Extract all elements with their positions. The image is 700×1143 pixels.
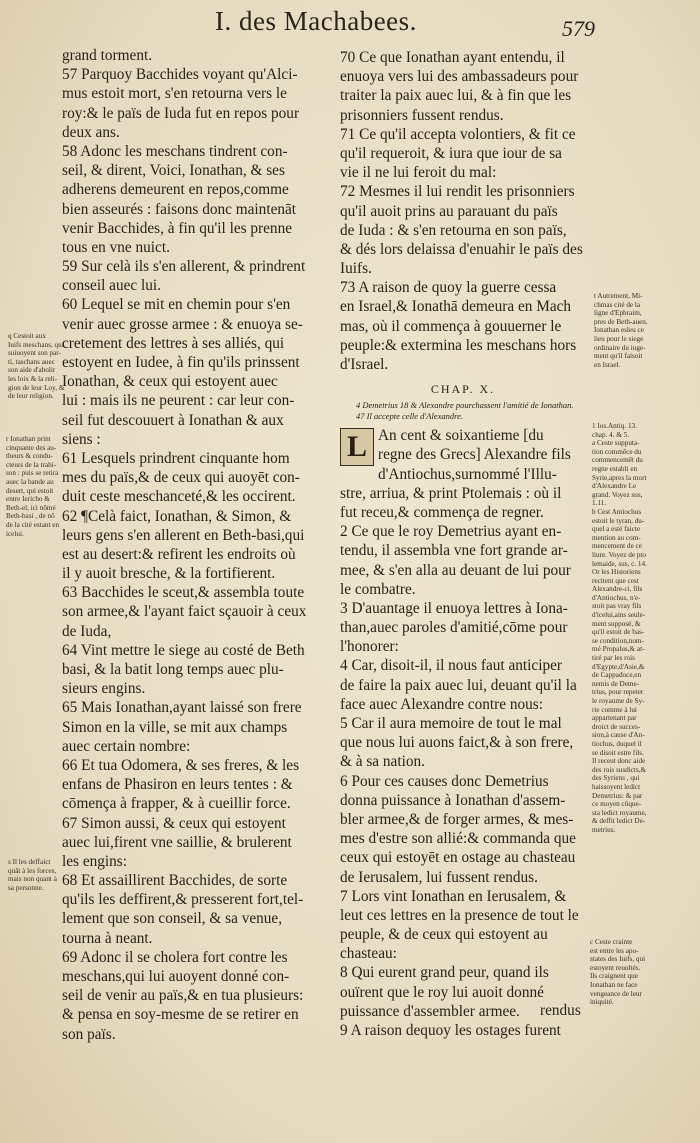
catchword: rendus: [540, 1002, 581, 1019]
margin-note-line: Ionathan ne face: [590, 980, 638, 989]
margin-note-line: ligne d'Ephraim,: [594, 309, 642, 318]
text-line: 58 Adonc les meschans tindrent con-: [62, 142, 288, 160]
margin-note-line: tiochus, duquel il: [592, 739, 642, 748]
margin-note-line: Beth-basi , de nō: [6, 512, 55, 521]
text-line: 7 Lors vint Ionathan en Ierusalem, &: [340, 887, 567, 905]
text-line: 73 A raison de quoy la guerre cessa: [340, 279, 557, 297]
margin-note-line: haissoyent ledict: [592, 782, 641, 791]
text-line: 6 Pour ces causes donc Demetrius: [340, 772, 549, 790]
margin-note-line: t Autrement, Mi-: [594, 292, 643, 300]
margin-note-left-2: [6, 435, 63, 538]
margin-note-line: recitent que cest: [592, 576, 639, 585]
margin-note-line: trius, pour repeter: [592, 688, 644, 697]
text-line: 61 Lesquels prindrent cinquante hom: [62, 449, 290, 467]
text-line: lui : mais ils ne peurent : car leur con-: [62, 392, 295, 410]
text-line: deux ans.: [62, 123, 120, 141]
margin-note-line: suiuoyent son par-: [8, 349, 61, 358]
margin-note-line: icelui.: [6, 529, 24, 538]
margin-note-line: les loix & la reli-: [8, 374, 58, 383]
text-line: regne des Grecs] Alexandre fils: [378, 446, 571, 464]
margin-note-line: gion de leur Loy, &: [8, 383, 65, 392]
text-line: venir Bacchides, à fin qu'il les prenne: [62, 219, 293, 237]
text-line: de Ierusalem, lui fussent rendus.: [340, 868, 538, 886]
margin-note-line: d'icelui,ains seule-: [592, 611, 646, 620]
margin-note-line: quāt à les forces,: [8, 866, 57, 875]
text-line: basi, & la batit long temps auec plu-: [62, 661, 284, 678]
text-line: enfans de Phasiron en leurs tentes : &: [62, 776, 293, 794]
margin-note-line: b Cest Antiochus: [592, 507, 642, 516]
margin-note-line: des rois susdicts,&: [592, 765, 647, 774]
margin-note-line: entre Iericho &: [6, 495, 50, 504]
margin-note-line: sta ledict royaume,: [592, 808, 647, 817]
margin-note-line: Ils craignent que: [590, 972, 638, 981]
text-line: leut ces lettres en la presence de tout le: [340, 906, 579, 924]
page-header: [0, 6, 700, 40]
margin-note-line: Ionathan esleu ce: [594, 326, 644, 335]
text-line: venir auec grosse armee : & enuoya se-: [62, 315, 303, 333]
margin-note-line: & deffit ledict De-: [592, 817, 646, 826]
margin-note-line: sion,à cause d'An-: [592, 731, 645, 740]
text-line: & à sa nation.: [340, 753, 425, 771]
margin-note-line: d'Alexandre Le: [592, 482, 637, 491]
page-number: 579: [562, 16, 595, 41]
text-line: 71 Ce qu'il accepta volontiers, & fit ce: [340, 125, 576, 143]
text-line: de Iuda : & s'en retourna en son païs,: [340, 221, 567, 239]
margin-note-line: de leur religion.: [8, 392, 54, 401]
margin-note-line: le royaume de Sy-: [592, 697, 645, 705]
margin-note-line: chap. 4. & 5.: [592, 430, 630, 439]
margin-note-line: estoyent reuoltés.: [590, 963, 641, 972]
margin-note-line: ti, taschans auec: [8, 357, 55, 366]
margin-note-line: vengeance de leur: [590, 989, 642, 998]
margin-note-line: Il receut donc aide: [592, 757, 646, 766]
margin-note-line: estoit le tyran, du-: [592, 516, 645, 525]
margin-note-line: Alexandre-ci, fils: [592, 585, 643, 594]
text-line: 60 Lequel se mit en chemin pour s'en: [62, 296, 291, 314]
margin-note-line: mention au com-: [592, 533, 641, 542]
text-line: d'Israel.: [340, 356, 389, 373]
margin-note-line: tiré par les rois: [592, 654, 635, 663]
margin-note-line: se condition,nom-: [592, 636, 644, 645]
text-line: de faire la paix auec lui, deuant qu'il la: [340, 676, 577, 694]
text-line: auec certain nombre:: [62, 737, 191, 755]
margin-note-line: liure. Voyez de pto: [592, 550, 647, 559]
text-line: cretement des lettres à ses alliés, qui: [62, 334, 285, 352]
text-line: 4 Car, disoit-il, il nous faut anticiper: [340, 657, 562, 675]
text-line: bien asseurés : faisons donc maintenāt: [62, 200, 297, 218]
text-line: auec lui,firent vne saillie, & brulerent: [62, 833, 292, 851]
text-line: enuoya vers lui des ambassadeurs pour: [340, 68, 579, 86]
margin-note-left-1: [8, 332, 64, 401]
text-line: son armee,& l'ayant faict sçauoir à ceux: [62, 603, 307, 621]
text-line: & pensa en soy-mesme de se retirer en: [62, 1006, 299, 1024]
margin-note-line: a Ceste supputa-: [592, 439, 640, 448]
text-line: qu'il requeroit, & iura que iour de sa: [340, 144, 562, 162]
text-line: mee, & s'en alla au deuant de lui pour: [340, 561, 571, 579]
margin-note-line: iniquité.: [590, 998, 614, 1007]
text-line: leurs gens s'en allerent en Beth-basi,qui: [62, 526, 305, 544]
text-line: 2 Ce que le roy Demetrius ayant en-: [340, 523, 562, 541]
left-text-column: [62, 46, 326, 1044]
chapter-body-text: [340, 426, 586, 1040]
margin-note-line: lieu pour le siege: [594, 334, 644, 343]
text-line: donna puissance à Ionathan d'assem-: [340, 791, 566, 809]
text-line: 70 Ce que Ionathan ayant entendu, il: [340, 49, 565, 66]
margin-note-line: ment supposé, &: [592, 619, 641, 628]
margin-note-line: des Syriens , qui: [592, 774, 640, 783]
margin-note-line: regne establi en: [592, 464, 638, 473]
margin-note-line: de la cité estant en: [6, 520, 60, 529]
margin-note-line: mé Propalus,& at-: [592, 645, 645, 654]
text-line: de Iuda,: [62, 622, 112, 640]
margin-note-line: Syrie,apres la mort: [592, 473, 647, 482]
text-line: peuple:& extermina les meschans hors: [340, 336, 577, 354]
margin-note-line: appartenant par: [592, 714, 637, 723]
text-line: 62 ¶Celà faict, Ionathan, & Simon, &: [62, 507, 292, 525]
margin-note-line: Beth-el, ici nōmé: [6, 503, 56, 512]
text-line: Ionathan, & ceux qui estoyent auec: [62, 373, 278, 391]
text-line: 68 Et assaillirent Bacchides, de sorte: [62, 872, 288, 890]
chapter-summary-line: 47 Il accepte celle d'Alexandre.: [356, 411, 463, 422]
text-line: vie il ne lui feroit du mal:: [340, 164, 497, 182]
margin-note-line: stoit pas vray fils: [592, 602, 642, 611]
margin-note-line: tion commēce du: [592, 447, 642, 456]
margin-note-line: q Cestoit aux: [8, 332, 46, 340]
text-line: face auec Alexandre contre nous:: [340, 695, 544, 713]
margin-note-right-2: [592, 422, 660, 835]
text-line: adherens demeurent en repos,comme: [62, 181, 289, 199]
text-line: mas, où il commença à gouuerner le: [340, 317, 562, 335]
text-line: seil de venir au païs,& en tua plusieurs:: [62, 987, 304, 1005]
margin-note-line: qu'il estoit de bas-: [592, 628, 645, 637]
text-line: lement que son conseil, & sa venue,: [62, 910, 283, 928]
text-line: mes d'estre son allié:& commanda que: [340, 830, 576, 848]
margin-note-line: ordinaire du iuge-: [594, 343, 646, 352]
margin-note-line: mencement de ce: [592, 542, 642, 551]
margin-note-line: desert, qui estoit: [6, 486, 54, 495]
margin-note-line: son aide d'abolir: [8, 366, 56, 375]
text-line: traiter la paix auec lui, & à fin que les: [340, 87, 572, 105]
margin-note-line: son : puis se retira: [6, 469, 59, 478]
margin-note-line: en Israel.: [594, 360, 621, 369]
margin-note-line: d'Antiochus, n'e-: [592, 593, 641, 602]
chapter-summary-line: 4 Demetrius 18 & Alexandre pourchassent l'amitié de Ionathan.: [356, 400, 574, 411]
text-line: qu'il auoit prins au parauant du païs: [340, 202, 558, 220]
text-line: duit ceste meschanceté,& les occirent.: [62, 488, 296, 506]
margin-note-line: Iuifs meschans, qui: [8, 340, 64, 349]
text-line: est au desert:& refirent les endroits où: [62, 545, 296, 563]
margin-note-line: theurs & condu-: [6, 452, 53, 461]
text-line: qu'ils les deffirent,& presserent fort,tel-: [62, 891, 304, 909]
text-line: & dés lors delaissa d'enuahir le païs des: [340, 240, 583, 258]
chapter-heading: CHAP. X.: [430, 382, 496, 397]
margin-note-line: rie comme à lui: [592, 705, 637, 714]
margin-note-line: ce moyen cōque-: [592, 800, 642, 809]
text-line: 67 Simon aussi, & ceux qui estoyent: [62, 814, 286, 832]
margin-note-line: lemaide, sus, c. 14.: [592, 559, 647, 568]
text-line: 72 Mesmes il lui rendit les prisonniers: [340, 183, 575, 201]
margin-note-line: est entre les apo-: [590, 946, 639, 955]
margin-note-line: states des Iuifs, qui: [590, 955, 646, 964]
text-line: tourna à neant.: [62, 929, 153, 947]
text-line: 3 D'auantage il enuoya lettres à Iona-: [340, 599, 568, 617]
margin-note-line: metrius.: [592, 825, 616, 834]
margin-note-line: Or les Historiens: [592, 568, 641, 577]
margin-note-line: cinquante des au-: [6, 443, 57, 452]
text-line: prisonniers fussent rendus.: [340, 106, 504, 124]
text-line: roy:& le païs de Iuda fut en repos pour: [62, 104, 300, 122]
text-line: mes du païs,& de ceux qui auoyēt con-: [62, 469, 300, 487]
margin-note-line: 1 Ios.Antiq. 13.: [592, 422, 637, 430]
margin-note-line: ment qu'il faisoit: [594, 352, 643, 361]
text-line: 63 Bacchides le sceut,& assembla toute: [62, 584, 305, 602]
text-line: estoyent en Iudee, à fin qu'ils prinssent: [62, 354, 300, 371]
text-line: son païs.: [62, 1025, 116, 1043]
text-line: 5 Car il aura memoire de tout le mal: [340, 715, 562, 732]
right-text-column: [340, 48, 586, 1040]
margin-note-line: d'Egypte,d'Asie,&: [592, 662, 645, 671]
margin-note-line: de Cappadoce,en: [592, 671, 642, 680]
margin-note-line: nemis de Deme-: [592, 679, 640, 688]
text-line: d'Antiochus,surnommé l'Illu-: [378, 465, 557, 483]
margin-note-right-1: [594, 292, 660, 369]
margin-note-line: Demetrius: & par: [592, 791, 643, 800]
text-line: Iuifs.: [340, 260, 372, 278]
text-line: en Israel,& Ionathā demeura en Mach: [340, 298, 572, 316]
text-line: tous en vne nuict.: [62, 238, 170, 256]
drop-cap-initial: L: [340, 428, 374, 466]
text-line: fut receu,& commença de regner.: [340, 503, 544, 521]
right-column-top-text: [340, 48, 586, 374]
text-line: 66 Et tua Odomera, & ses freres, & les: [62, 756, 300, 774]
text-line: tendu, il assembla vne fort grande ar-: [340, 542, 568, 560]
chapter-body: [340, 426, 586, 1040]
text-line: 57 Parquoy Bacchides voyant qu'Alci-: [62, 66, 298, 84]
text-line: meschans,qui lui auoyent donné con-: [62, 968, 290, 985]
text-line: les engins:: [62, 852, 128, 870]
text-line: seil, & dirent, Voici, Ionathan, & ses: [62, 162, 285, 180]
text-line: stre, arriua, & print Ptolemais : où il: [340, 484, 562, 502]
margin-note-line: quel a esté faicte: [592, 525, 641, 534]
text-line: 8 Qui eurent grand peur, quand ils: [340, 964, 549, 982]
margin-note-line: grand. Voyez sus,: [592, 490, 643, 499]
text-line: seil fut descouuert à Ionathan & aux: [62, 411, 284, 429]
text-line: le combatre.: [340, 580, 416, 598]
text-line: An cent & soixantieme [du: [378, 427, 544, 445]
margin-note-right-3: [590, 938, 658, 1007]
margin-note-line: chmas cité de la: [594, 300, 641, 309]
margin-note-line: pres de Beth-auen.: [594, 317, 648, 326]
text-line: than,auec paroles d'amitié,cōme pour: [340, 619, 568, 637]
margin-note-line: 1.11.: [592, 499, 607, 508]
text-line: chasteau:: [340, 945, 397, 963]
text-line: 9 A raison dequoy les ostages furent: [340, 1022, 561, 1039]
text-line: sieurs engins.: [62, 680, 146, 698]
margin-note-line: auec la bande au: [6, 477, 54, 486]
text-line: siens :: [62, 430, 101, 448]
text-line: cōmença à frapper, & à cueillir force.: [62, 795, 291, 813]
text-line: 59 Sur celà ils s'en allerent, & prindrent: [62, 258, 306, 276]
running-head: I. des Machabees.: [215, 6, 417, 36]
margin-note-line: commencemēt du: [592, 456, 643, 465]
text-line: que nous lui auons faict,& à son frere,: [340, 734, 574, 752]
text-line: bler armee,& de forger armes, & mes-: [340, 810, 574, 828]
margin-note-line: se disoit estre fils.: [592, 748, 644, 757]
text-line: l'honorer:: [340, 638, 399, 656]
text-line: peuple, & de ceux qui estoyent au: [340, 926, 548, 944]
text-line: grand torment.: [62, 47, 153, 64]
margin-note-line: droict de succes-: [592, 722, 641, 731]
margin-note-line: r Ionathan print: [6, 435, 51, 443]
text-line: mus estoit mort, s'en retourna vers le: [62, 85, 287, 103]
text-line: 69 Adonc il se cholera fort contre les: [62, 948, 288, 966]
margin-note-line: cteurs de la trahi-: [6, 460, 57, 469]
text-line: Simon en la ville, se mit aux champs: [62, 718, 288, 736]
margin-note-line: s Il les deffaict: [8, 858, 51, 866]
text-line: ceux qui estoyēt en ostage au chasteau: [340, 849, 576, 867]
text-line: 65 Mais Ionathan,ayant laissé son frere: [62, 699, 302, 717]
margin-note-line: mais non quant à: [8, 875, 57, 884]
margin-note-line: sa personne.: [8, 883, 44, 892]
text-line: il y auoit bresche, & la fortifierent.: [62, 565, 276, 583]
margin-note-left-3: [8, 858, 64, 892]
text-line: conseil auec lui.: [62, 277, 161, 295]
text-line: puissance d'assembler armee.: [340, 1002, 520, 1020]
margin-note-line: c Ceste crainte: [590, 938, 633, 946]
text-line: 64 Vint mettre le siege au costé de Beth: [62, 641, 305, 659]
text-line: ouïrent que le roy lui auoit donné: [340, 983, 544, 1001]
